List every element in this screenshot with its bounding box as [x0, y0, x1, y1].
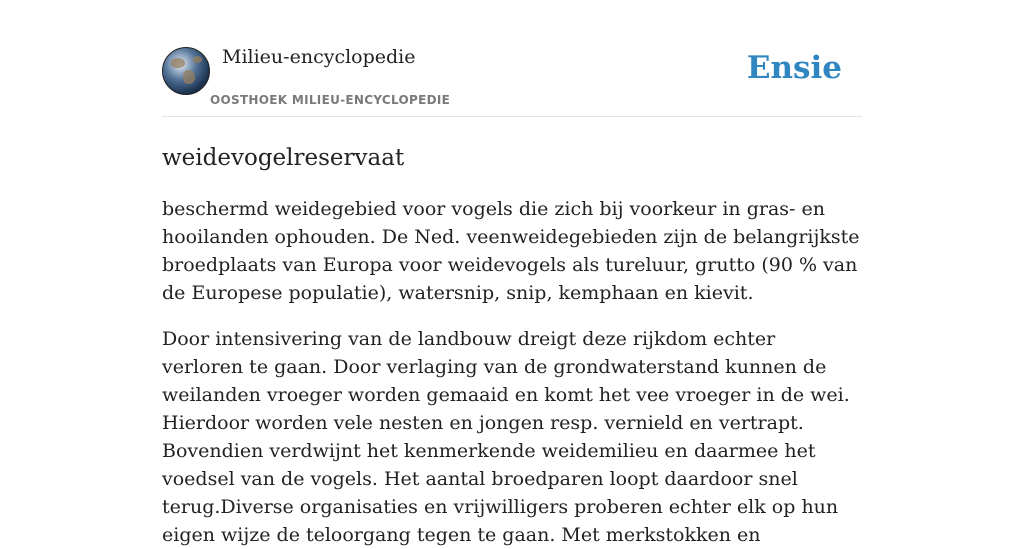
- page-container: [162, 0, 862, 549]
- entry-title: weidevogelreservaat: [162, 145, 405, 171]
- site-title[interactable]: Milieu-encyclopedie: [222, 46, 416, 68]
- article-paragraph: Door intensivering van de landbouw dreigt deze rijkdom echter verloren te gaan. Door verlaging van de grondwaterstand kunnen de weilanden vroeger worden gemaaid en komt het vee vroeger in de wei. Hierdoor worden vele nesten en jongen resp. vernield en vertrapt. Bovendien verdwijnt het kenmerkende weidemilieu en daarmee het voedsel van de vogels. Het aantal broedparen loopt daardoor snel terug.Diverse organisaties en vrijwilligers proberen echter elk op hun eigen wijze de teloorgang tegen te gaan. Met merkstokken en: [162, 328, 850, 546]
- earth-globe-icon[interactable]: [162, 47, 210, 95]
- site-subtitle[interactable]: OOSTHOEK MILIEU-ENCYCLOPEDIE: [210, 93, 451, 107]
- site-header: [162, 0, 862, 117]
- brand-logo[interactable]: Ensie: [746, 50, 842, 86]
- article-paragraph: beschermd weidegebied voor vogels die zich bij voorkeur in gras- en hooilanden ophouden. De Ned. veenweidegebieden zijn de belangrijkste broedplaats van Europa voor weidevogels als tureluur, grutto (90 % van de Europese populatie), watersnip, snip, kemphaan en kievit.: [162, 198, 860, 304]
